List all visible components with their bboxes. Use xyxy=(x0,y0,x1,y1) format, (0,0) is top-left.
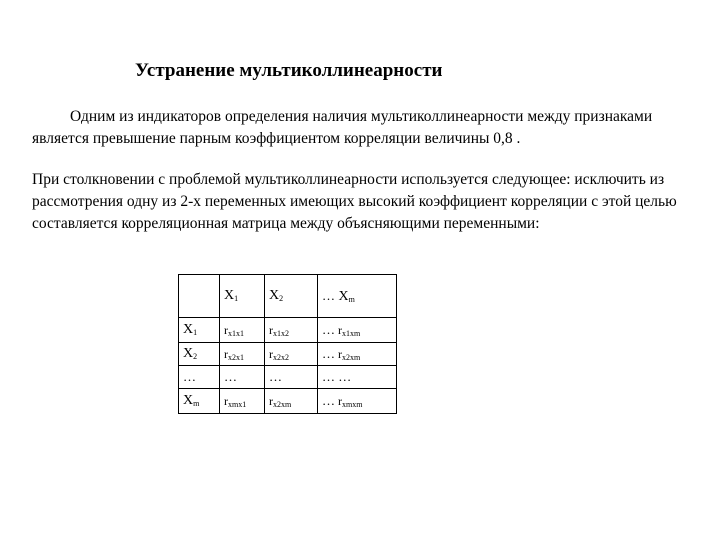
header-x1 xyxy=(220,275,265,318)
cell-r-x2xm-sub: x2xm xyxy=(342,353,361,362)
matrix-row-x1 xyxy=(179,318,397,343)
cell-ellipsis-2: … xyxy=(265,366,318,389)
cell-r-x2x1 xyxy=(220,343,265,366)
cell-r-x1x1-base: r xyxy=(224,322,228,337)
row-label-x1-sub: 1 xyxy=(193,328,198,337)
cell-r-xmx1 xyxy=(220,389,265,414)
cell-r-x2xm-dots: … xyxy=(322,346,335,361)
cell-r-x2x2-base: r xyxy=(269,346,273,361)
row-label-xm xyxy=(179,389,220,414)
header-x2 xyxy=(265,275,318,318)
cell-r-x1x1-sub: x1x1 xyxy=(228,328,244,338)
header-xm-dots: … xyxy=(322,287,335,303)
row-label-x2-sub: 2 xyxy=(193,352,198,361)
row-label-x2-base: X xyxy=(183,346,194,361)
cell-r-x1x2 xyxy=(265,318,318,343)
header-x1-base: X xyxy=(224,288,235,303)
cell-r-xmxm-base: r xyxy=(338,394,342,408)
cell-r-x1xm-base: r xyxy=(338,323,342,337)
slide-title: Устранение мультиколлинеарности xyxy=(135,60,443,81)
row-label-x1 xyxy=(179,318,220,343)
cell-r-x2x1-sub: x2x1 xyxy=(228,352,244,362)
cell-r-xmxm-dots: … xyxy=(322,393,335,408)
cell-r-xmx2 xyxy=(265,389,318,414)
header-xm xyxy=(318,275,397,318)
header-x2-sub: 2 xyxy=(279,294,284,303)
header-xm-sub: m xyxy=(348,294,355,304)
row-label-xm-sub: m xyxy=(193,399,200,408)
cell-r-xmx2-sub: x2xm xyxy=(273,399,292,409)
cell-r-x2xm-base: r xyxy=(338,347,342,361)
matrix-header-row xyxy=(179,275,397,318)
cell-ellipsis-m: … … xyxy=(318,366,397,389)
cell-r-x1xm-sub: x1xm xyxy=(342,329,361,338)
paragraph-solution: При столкновении с проблемой мультиколлинеарности используется следующее: исключить из рассмотрения одну из 2-х переменных имеющих высокий коэффициент корреляции с этой целью составляется корреляционная матрица между объясняющими переменными: xyxy=(32,171,677,232)
matrix-row-ellipsis xyxy=(179,366,397,389)
row-label-x1-base: X xyxy=(183,322,194,337)
cell-r-xmxm-sub: xmxm xyxy=(342,400,363,409)
cell-r-xmxm xyxy=(318,389,397,414)
cell-r-xmx1-base: r xyxy=(224,393,228,408)
cell-r-x2x2-sub: x2x2 xyxy=(273,352,289,362)
row-label-ellipsis: … xyxy=(179,366,220,389)
header-xm-base: X xyxy=(338,288,349,304)
cell-r-x1x1 xyxy=(220,318,265,343)
cell-r-x2x1-base: r xyxy=(224,346,228,361)
matrix-row-xm xyxy=(179,389,397,414)
header-x2-base: X xyxy=(269,288,280,303)
cell-r-x1x2-sub: x1x2 xyxy=(273,328,289,338)
matrix-corner-cell xyxy=(179,275,220,318)
cell-r-x1x2-base: r xyxy=(269,322,273,337)
cell-r-xmx2-base: r xyxy=(269,393,273,408)
matrix-row-x2 xyxy=(179,343,397,366)
cell-r-x2x2 xyxy=(265,343,318,366)
cell-ellipsis-1: … xyxy=(220,366,265,389)
row-label-x2 xyxy=(179,343,220,366)
cell-r-x2xm xyxy=(318,343,397,366)
cell-r-x1xm xyxy=(318,318,397,343)
paragraph-indicator: Одним из индикаторов определения наличия мультиколлинеарности между признаками является превышение парным коэффициентом корреляции величины 0,8 . xyxy=(32,108,653,147)
correlation-matrix xyxy=(178,274,397,414)
cell-r-x1xm-dots: … xyxy=(322,322,335,337)
row-label-xm-base: X xyxy=(183,393,194,408)
cell-r-xmx1-sub: xmx1 xyxy=(228,399,247,409)
header-x1-sub: 1 xyxy=(234,294,239,303)
